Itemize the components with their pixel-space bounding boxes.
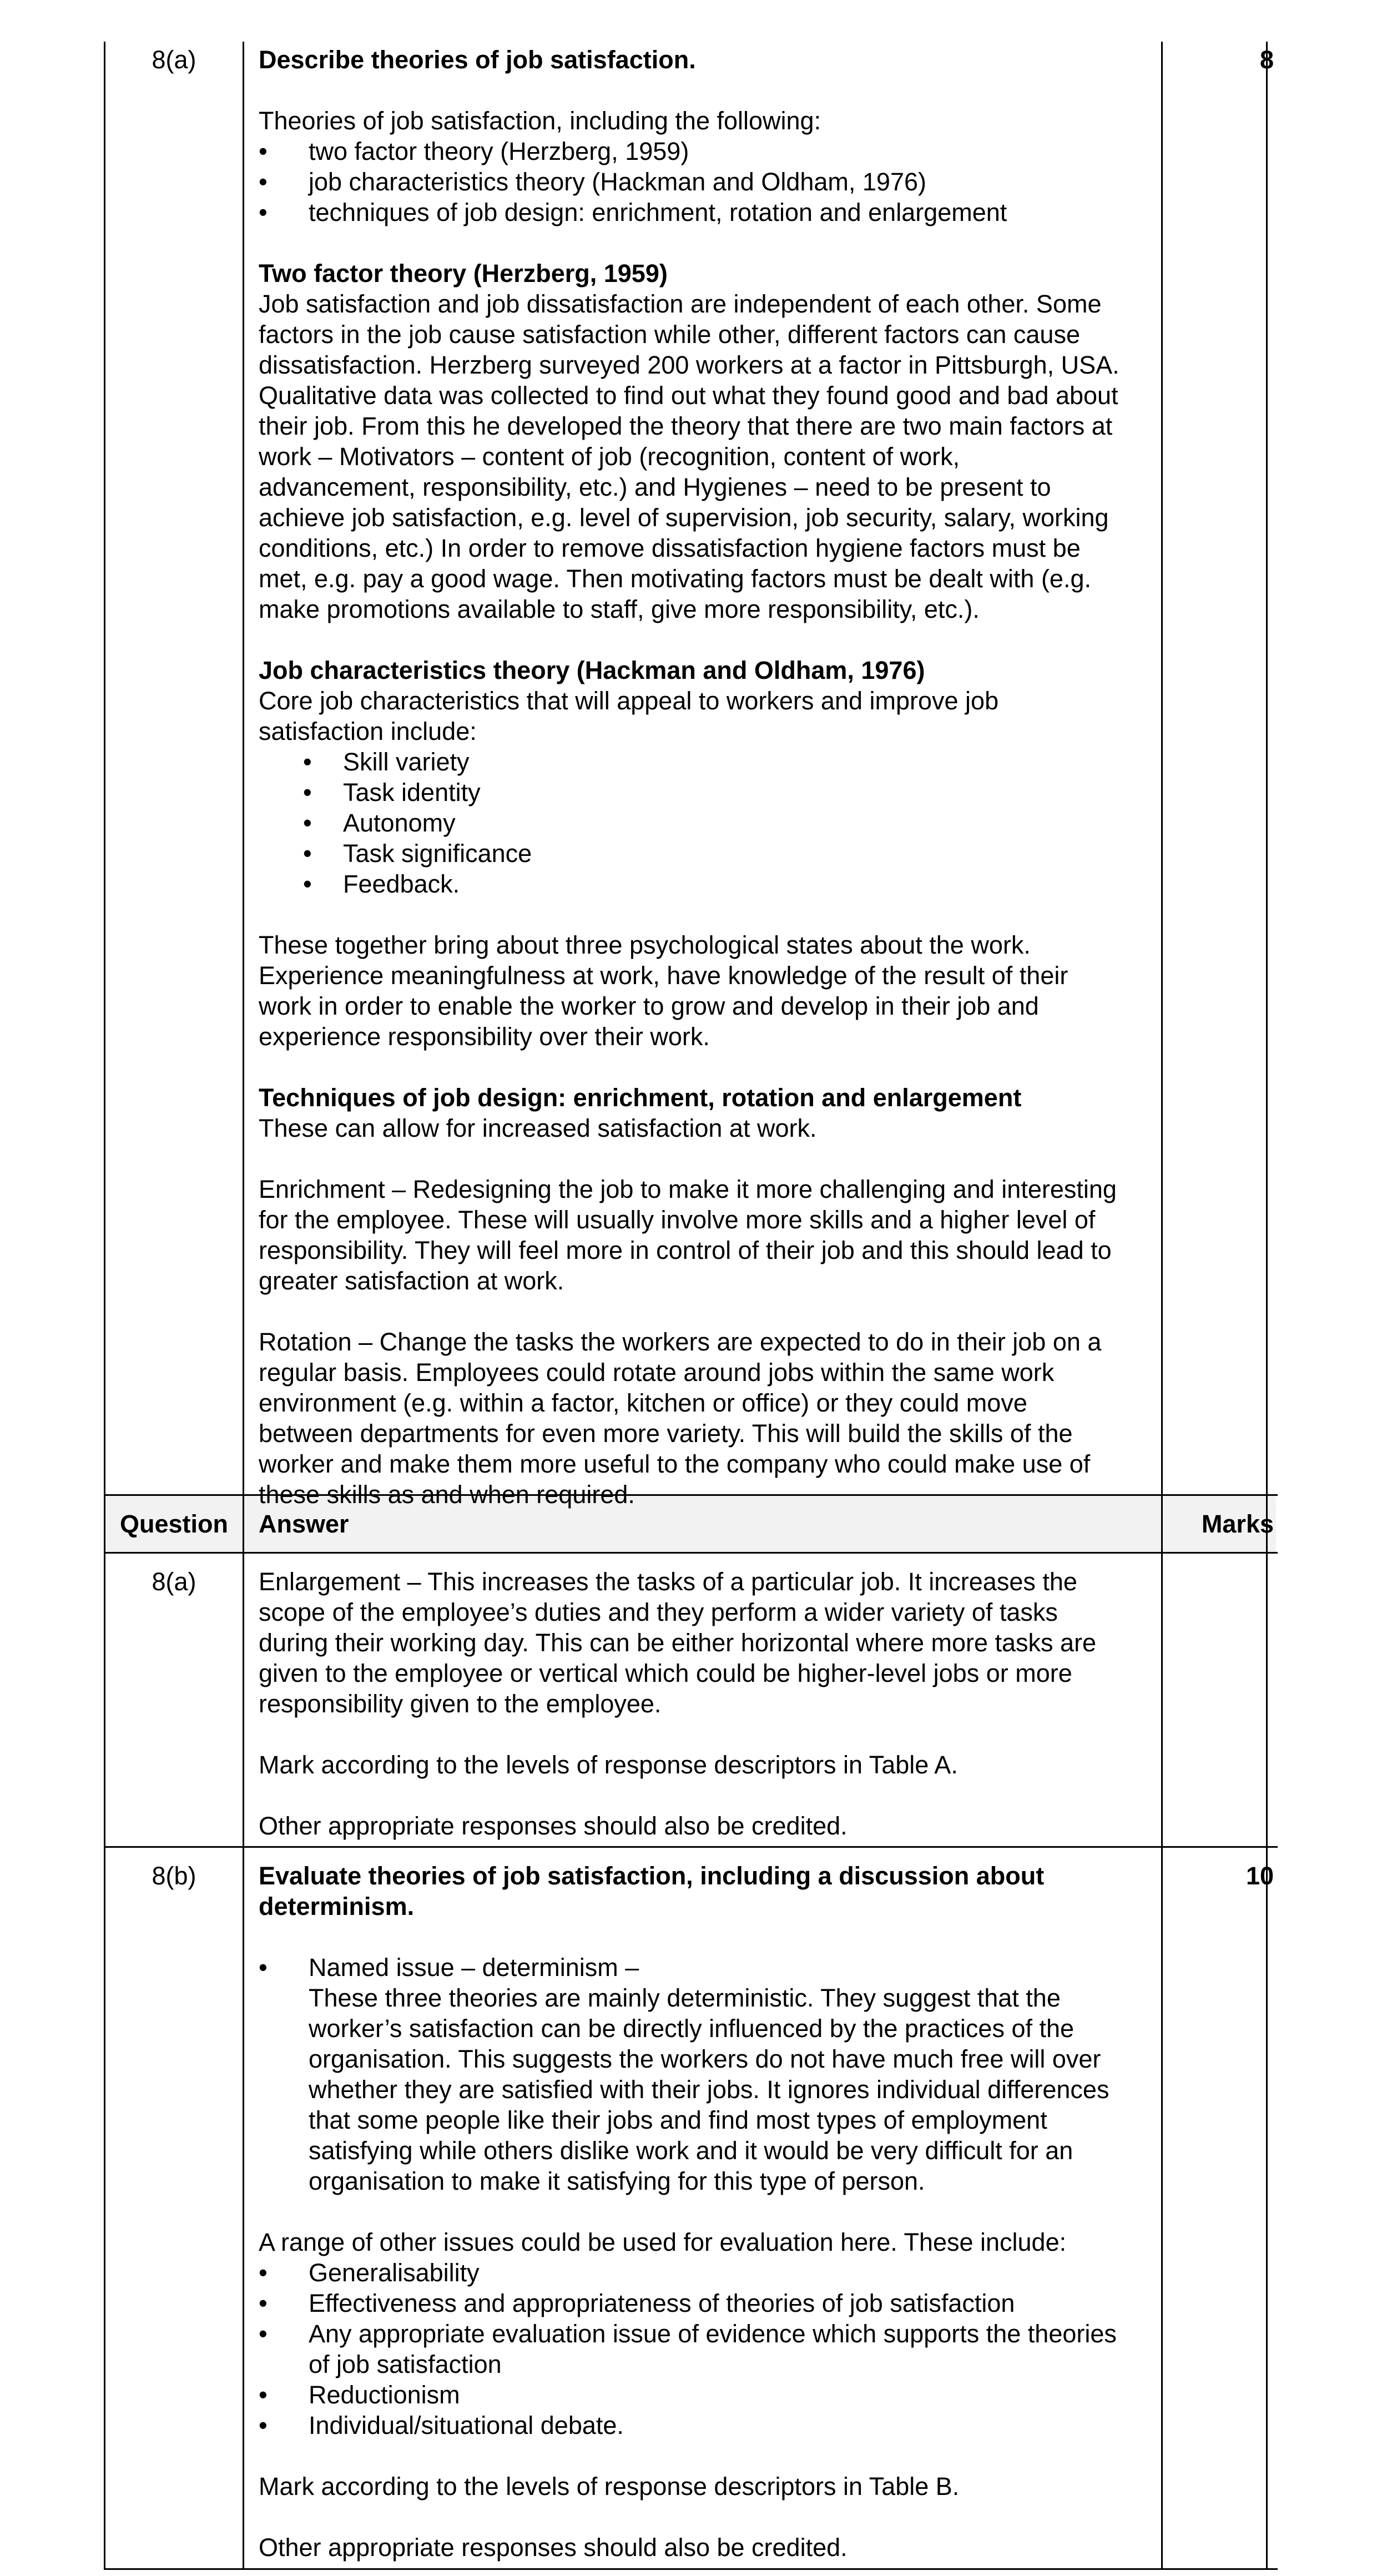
intro-text: Theories of job satisfaction, including the following: — [259, 107, 821, 135]
text-line: dissatisfaction. Herzberg surveyed 200 workers at a factor in Pittsburgh, USA. — [259, 351, 1119, 379]
list-item: • Task identity — [259, 777, 1163, 808]
text-line: experience responsibility over their work. — [259, 1022, 710, 1051]
table-left-border — [104, 42, 105, 2570]
list-item: • Individual/situational debate. — [259, 2410, 1163, 2441]
question-heading: Evaluate theories of job satisfaction, including a discussion about — [259, 1862, 1045, 1890]
marks-value: 10 — [1245, 1862, 1274, 1890]
question-heading: determinism. — [259, 1892, 415, 1920]
credit-note: Other appropriate responses should also be credited. — [259, 1812, 848, 1840]
text-line: conditions, etc.) In order to remove dissatisfaction hygiene factors must be — [259, 534, 1081, 562]
marks-value: 8 — [1259, 46, 1274, 74]
text-line: these skills as and when required. — [259, 1480, 635, 1509]
text-line: organisation to make it satisfying for this type of person. — [309, 2167, 925, 2195]
text-line: Enrichment – Redesigning the job to make it more challenging and interesting — [259, 1175, 1117, 1203]
list-item — [259, 1952, 1163, 2196]
text-line: between departments for even more variety. This will build the skills of the — [259, 1419, 1073, 1448]
text-line: during their working day. This can be either horizontal where more tasks are — [259, 1629, 1097, 1657]
text-line: whether they are satisfied with their jobs. It ignores individual differences — [309, 2075, 1109, 2104]
paragraph — [259, 1327, 1163, 1510]
text-line: scope of the employee’s duties and they perform a wider variety of tasks — [259, 1598, 1058, 1626]
text-line: Rotation – Change the tasks the workers are expected to do in their job on a — [259, 1328, 1102, 1356]
text-line: • Named issue – determinism – — [309, 1953, 639, 1982]
list-item: • Reductionism — [259, 2380, 1163, 2410]
text-line: satisfaction include: — [259, 717, 477, 745]
answer-cell — [259, 1566, 1163, 1841]
header-divider — [104, 1552, 1278, 1554]
text-line: make promotions available to staff, give more responsibility, etc.). — [259, 595, 980, 623]
paragraph — [259, 1566, 1163, 1719]
intro-bullet-list — [259, 136, 1163, 228]
paragraph — [259, 289, 1163, 624]
text-line: • Any appropriate evaluation issue of evidence which supports the theories — [309, 2320, 1117, 2348]
question-number: 8(a) — [152, 1567, 196, 1596]
list-item: • Feedback. — [259, 869, 1163, 899]
text-line: of job satisfaction — [309, 2350, 502, 2378]
text-line: advancement, responsibility, etc.) and Hygienes – need to be present to — [259, 473, 1051, 501]
list-item: • Effectiveness and appropriateness of theories of job satisfaction — [259, 2288, 1163, 2318]
question-number: 8(a) — [152, 46, 196, 74]
text-line: environment (e.g. within a factor, kitchen or office) or they could move — [259, 1389, 1027, 1417]
text-line: Qualitative data was collected to find out what they found good and bad about — [259, 381, 1118, 410]
text-line: responsibility given to the employee. — [259, 1690, 662, 1718]
text-line: their job. From this he developed the theory that there are two main factors at — [259, 412, 1113, 440]
text-line: Job satisfaction and job dissatisfaction are independent of each other. Some — [259, 290, 1102, 318]
text-line: satisfying while others dislike work and it would be very difficult for an — [309, 2136, 1073, 2165]
text-line: Core job characteristics that will appeal to workers and improve job — [259, 687, 999, 715]
text-line: factors in the job cause satisfaction while other, different factors can cause — [259, 320, 1080, 349]
text-line: achieve job satisfaction, e.g. level of supervision, job security, salary, working — [259, 503, 1109, 532]
determinism-bullet — [259, 1952, 1163, 2196]
text-line: These three theories are mainly deterministic. They suggest that the — [309, 1984, 1061, 2012]
text-line: work – Motivators – content of job (recognition, content of work, — [259, 442, 960, 471]
section-heading: Techniques of job design: enrichment, rotation and enlargement — [259, 1083, 1022, 1112]
text-line: These together bring about three psychological states about the work. — [259, 931, 1031, 959]
marking-note: Mark according to the levels of response descriptors in Table A. — [259, 1751, 958, 1779]
column-divider — [243, 42, 244, 2570]
row-divider — [104, 1846, 1278, 1848]
text-line: work in order to enable the worker to grow and develop in their job and — [259, 992, 1039, 1020]
table-right-border — [1266, 42, 1268, 2570]
list-item: • Generalisability — [259, 2257, 1163, 2288]
text-line: Enlargement – This increases the tasks of a particular job. It increases the — [259, 1567, 1077, 1596]
column-header-question: Question — [119, 1510, 228, 1538]
text-line: Experience meaningfulness at work, have knowledge of the result of their — [259, 961, 1068, 990]
text-line: organisation. This suggests the workers do not have much free will over — [309, 2045, 1101, 2073]
list-item: • Autonomy — [259, 808, 1163, 838]
text-line: that some people like their jobs and find most types of employment — [309, 2106, 1047, 2134]
text-line: met, e.g. pay a good wage. Then motivating factors must be dealt with (e.g. — [259, 564, 1091, 593]
text-line: given to the employee or vertical which could be higher-level jobs or more — [259, 1659, 1072, 1687]
list-item: • two factor theory (Herzberg, 1959) — [259, 136, 1163, 167]
list-item: • Skill variety — [259, 747, 1163, 777]
marking-note: Mark according to the levels of response descriptors in Table B. — [259, 2472, 960, 2501]
list-item: • job characteristics theory (Hackman and Oldham, 1976) — [259, 167, 1163, 197]
question-heading: Describe theories of job satisfaction. — [259, 46, 696, 74]
list-item — [259, 2318, 1163, 2380]
text-line: worker and make them more useful to the company who could make use of — [259, 1450, 1091, 1478]
text-line: These can allow for increased satisfaction at work. — [259, 1114, 817, 1142]
column-header-marks: Marks — [1201, 1510, 1274, 1538]
list-item: • Task significance — [259, 838, 1163, 869]
text-line: worker’s satisfaction can be directly influenced by the practices of the — [309, 2014, 1075, 2043]
text-line: responsibility. They will feel more in control of their job and this should lead to — [259, 1236, 1112, 1264]
section-heading: Two factor theory (Herzberg, 1959) — [259, 259, 668, 288]
text-line: A range of other issues could be used for evaluation here. These include: — [259, 2228, 1067, 2256]
paragraph — [259, 930, 1163, 1052]
evaluation-issues-list — [259, 2257, 1163, 2441]
paragraph — [259, 1174, 1163, 1296]
answer-cell — [259, 44, 1163, 1510]
table-bottom-border — [104, 2568, 1278, 2570]
text-line: regular basis. Employees could rotate around jobs within the same work — [259, 1358, 1055, 1387]
answer-cell — [259, 1861, 1163, 2563]
section-heading: Job characteristics theory (Hackman and Oldham, 1976) — [259, 656, 925, 684]
text-line: greater satisfaction at work. — [259, 1267, 564, 1295]
list-item: • techniques of job design: enrichment, rotation and enlargement — [259, 197, 1163, 228]
column-header-answer: Answer — [259, 1510, 349, 1538]
text-line: for the employee. These will usually involve more skills and a higher level of — [259, 1206, 1096, 1234]
question-number: 8(b) — [152, 1862, 196, 1890]
characteristics-bullet-list — [259, 747, 1163, 899]
credit-note: Other appropriate responses should also be credited. — [259, 2533, 848, 2562]
